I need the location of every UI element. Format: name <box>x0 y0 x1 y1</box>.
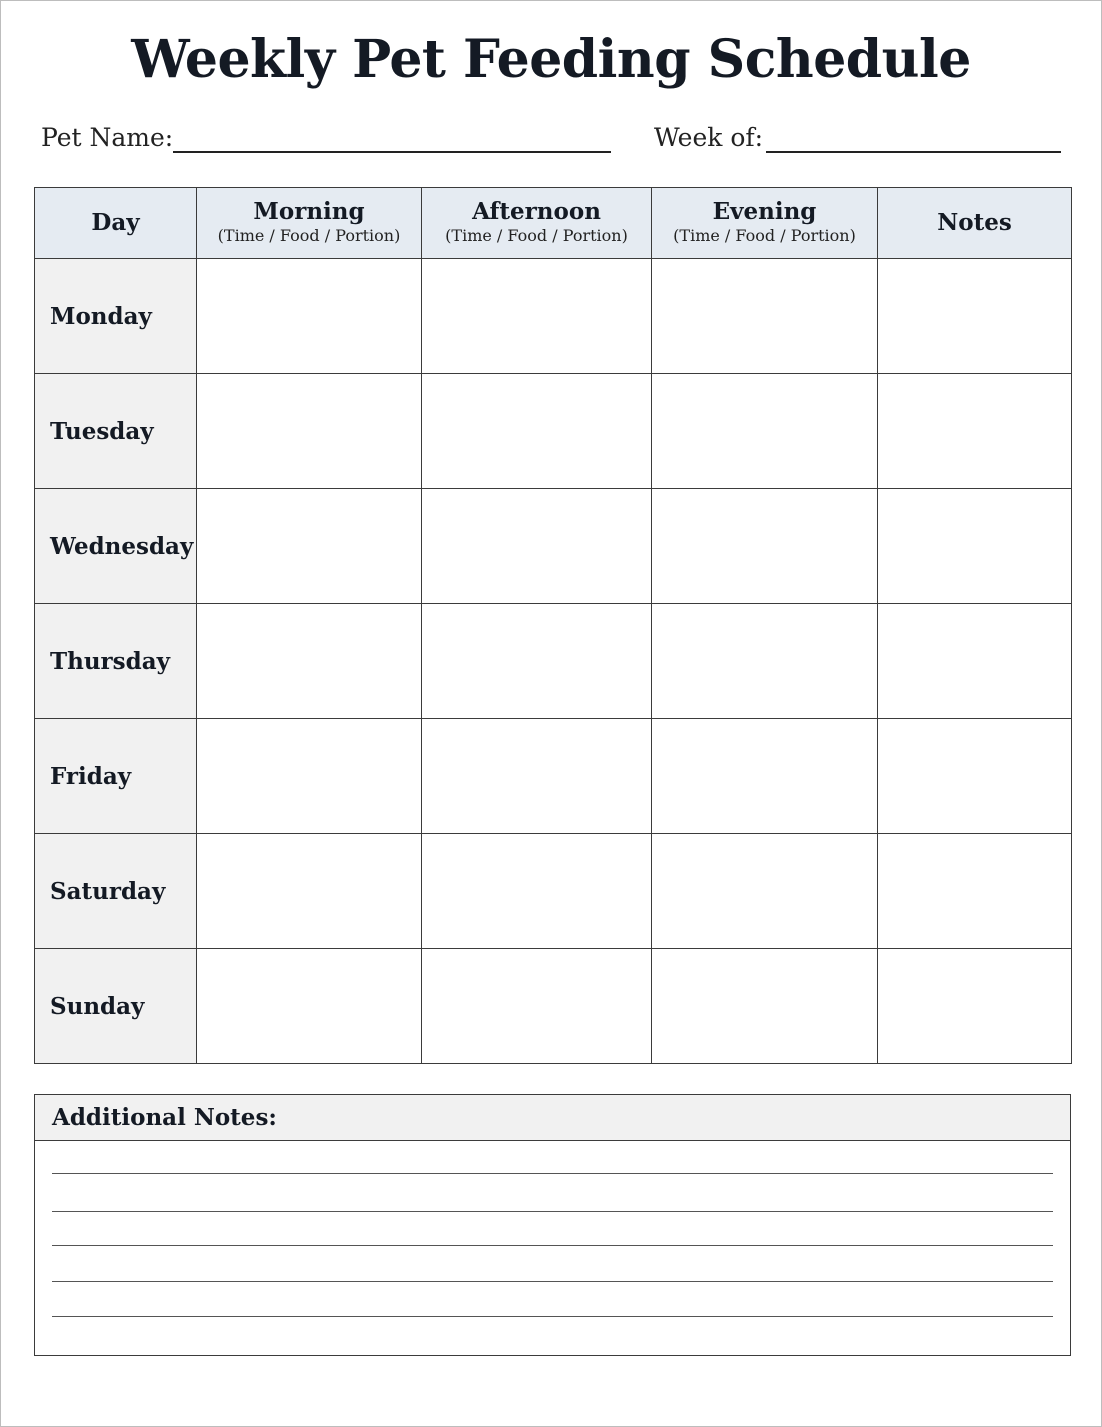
afternoon-cell[interactable] <box>422 374 652 489</box>
evening-cell[interactable] <box>652 604 878 719</box>
morning-cell[interactable] <box>197 604 422 719</box>
notes-cell[interactable] <box>878 719 1072 834</box>
notes-cell[interactable] <box>878 374 1072 489</box>
morning-cell[interactable] <box>197 719 422 834</box>
header-afternoon: Afternoon (Time / Food / Portion) <box>422 188 652 259</box>
notes-line[interactable] <box>52 1281 1053 1282</box>
page-title: Weekly Pet Feeding Schedule <box>131 29 971 90</box>
notes-cell[interactable] <box>878 834 1072 949</box>
afternoon-cell[interactable] <box>422 259 652 374</box>
morning-cell[interactable] <box>197 259 422 374</box>
morning-cell[interactable] <box>197 834 422 949</box>
table-row <box>35 604 1072 719</box>
additional-notes-label: Additional Notes: <box>35 1095 1070 1141</box>
notes-line[interactable] <box>52 1245 1053 1246</box>
evening-cell[interactable] <box>652 374 878 489</box>
afternoon-cell[interactable] <box>422 949 652 1064</box>
header-notes: Notes <box>878 188 1072 259</box>
week-of-label: Week of: <box>654 123 764 152</box>
afternoon-cell[interactable] <box>422 489 652 604</box>
evening-cell[interactable] <box>652 489 878 604</box>
evening-cell[interactable] <box>652 834 878 949</box>
day-label: Tuesday <box>35 374 197 489</box>
table-row <box>35 719 1072 834</box>
notes-line[interactable] <box>52 1211 1053 1212</box>
header-day: Day <box>35 188 197 259</box>
day-label: Wednesday <box>35 489 197 604</box>
day-label: Friday <box>35 719 197 834</box>
afternoon-cell[interactable] <box>422 719 652 834</box>
pet-name-label: Pet Name: <box>41 123 174 152</box>
evening-cell[interactable] <box>652 259 878 374</box>
notes-line[interactable] <box>52 1316 1053 1317</box>
notes-cell[interactable] <box>878 604 1072 719</box>
afternoon-cell[interactable] <box>422 834 652 949</box>
morning-cell[interactable] <box>197 374 422 489</box>
afternoon-cell[interactable] <box>422 604 652 719</box>
notes-cell[interactable] <box>878 949 1072 1064</box>
header-evening: Evening (Time / Food / Portion) <box>652 188 878 259</box>
info-row <box>41 121 1059 161</box>
header-morning: Morning (Time / Food / Portion) <box>197 188 422 259</box>
day-label: Thursday <box>35 604 197 719</box>
notes-cell[interactable] <box>878 259 1072 374</box>
table-row <box>35 489 1072 604</box>
day-label: Monday <box>35 259 197 374</box>
morning-cell[interactable] <box>197 489 422 604</box>
notes-line[interactable] <box>52 1173 1053 1174</box>
table-row <box>35 259 1072 374</box>
table-row <box>35 834 1072 949</box>
schedule-table <box>34 187 1072 1064</box>
morning-cell[interactable] <box>197 949 422 1064</box>
pet-name-input-line[interactable] <box>173 151 611 153</box>
evening-cell[interactable] <box>652 949 878 1064</box>
evening-cell[interactable] <box>652 719 878 834</box>
additional-notes-box <box>34 1094 1071 1356</box>
table-header-row <box>35 188 1072 259</box>
notes-cell[interactable] <box>878 489 1072 604</box>
day-label: Sunday <box>35 949 197 1064</box>
table-row <box>35 374 1072 489</box>
day-label: Saturday <box>35 834 197 949</box>
week-of-input-line[interactable] <box>766 151 1061 153</box>
table-row <box>35 949 1072 1064</box>
